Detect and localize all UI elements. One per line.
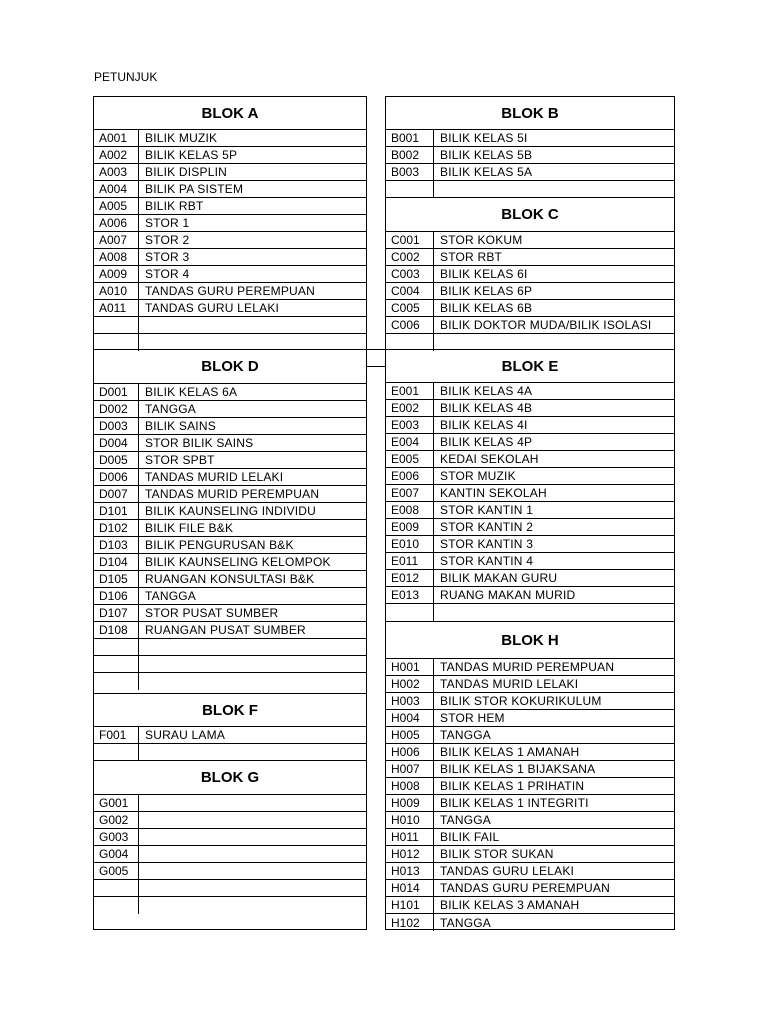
room-code: A011 <box>94 300 139 316</box>
table-row <box>386 468 674 485</box>
room-code: E008 <box>386 502 434 518</box>
room-code: B003 <box>386 164 434 180</box>
room-code: F001 <box>94 727 139 743</box>
table-row <box>386 863 674 880</box>
block-c <box>385 197 675 350</box>
table-row <box>94 452 366 469</box>
block-b-title: BLOK B <box>386 97 674 130</box>
table-row <box>386 829 674 846</box>
table-row <box>386 812 674 829</box>
room-name <box>139 317 145 333</box>
table-row <box>386 897 674 914</box>
room-name: TANDAS GURU LELAKI <box>440 864 575 878</box>
table-row <box>94 605 366 622</box>
room-code: H009 <box>386 795 434 811</box>
room-name <box>139 744 145 761</box>
room-name <box>434 181 440 198</box>
room-code <box>94 317 139 333</box>
table-row <box>386 846 674 863</box>
room-code: E001 <box>386 383 434 399</box>
room-code: E010 <box>386 536 434 552</box>
room-name: BILIK KAUNSELING INDIVIDU <box>145 504 317 518</box>
room-name: KEDAI SEKOLAH <box>440 452 539 466</box>
table-row <box>94 846 366 863</box>
room-code: H001 <box>386 659 434 675</box>
room-code: H010 <box>386 812 434 828</box>
table-row <box>386 536 674 553</box>
table-row <box>386 317 674 334</box>
table-row <box>386 914 674 931</box>
room-code: H006 <box>386 744 434 760</box>
table-row <box>386 266 674 283</box>
room-code <box>94 880 139 896</box>
room-name: STOR 4 <box>145 267 190 281</box>
table-row <box>94 622 366 639</box>
room-code: A009 <box>94 266 139 282</box>
room-name: BILIK KELAS 3 AMANAH <box>440 898 580 912</box>
table-row <box>94 537 366 554</box>
table-row <box>386 130 674 147</box>
table-row <box>94 435 366 452</box>
room-code: E007 <box>386 485 434 501</box>
room-name: TANGGA <box>145 402 196 416</box>
table-row <box>386 147 674 164</box>
table-row <box>386 553 674 570</box>
room-code: A005 <box>94 198 139 214</box>
room-name: BILIK PENGURUSAN B&K <box>145 538 294 552</box>
room-name: BILIK KAUNSELING KELOMPOK <box>145 555 331 569</box>
table-row <box>386 519 674 536</box>
room-name: BILIK KELAS 4B <box>440 401 533 415</box>
room-name: STOR HEM <box>440 711 505 725</box>
room-name <box>139 812 145 828</box>
room-code: H011 <box>386 829 434 845</box>
room-name: TANDAS MURID LELAKI <box>145 470 284 484</box>
spacer-column <box>366 96 386 382</box>
room-code: D002 <box>94 401 139 417</box>
room-name <box>139 846 145 862</box>
room-name: TANDAS MURID LELAKI <box>440 677 579 691</box>
room-code: D006 <box>94 469 139 485</box>
room-name: STOR KANTIN 1 <box>440 503 534 517</box>
block-e-title: BLOK E <box>386 350 674 383</box>
room-name: STOR 3 <box>145 250 190 264</box>
room-code: D003 <box>94 418 139 434</box>
room-name: RUANGAN KONSULTASI B&K <box>145 572 315 586</box>
room-code: A004 <box>94 181 139 197</box>
room-code: D105 <box>94 571 139 587</box>
room-name: TANDAS GURU LELAKI <box>145 301 280 315</box>
room-name: BILIK KELAS 4A <box>440 384 533 398</box>
room-name <box>139 656 145 672</box>
block-h-rows <box>386 659 674 931</box>
room-code: C002 <box>386 249 434 265</box>
table-row <box>386 300 674 317</box>
table-row <box>94 588 366 605</box>
room-name: BILIK KELAS 6B <box>440 301 533 315</box>
table-row <box>386 283 674 300</box>
room-code: A010 <box>94 283 139 299</box>
block-e-rows <box>386 383 674 621</box>
table-row <box>386 880 674 897</box>
table-row <box>94 384 366 401</box>
room-name: BILIK KELAS 1 BIJAKSANA <box>440 762 596 776</box>
table-row <box>94 795 366 812</box>
block-a-rows <box>94 130 366 351</box>
table-row <box>386 164 674 181</box>
block-d <box>93 349 367 694</box>
room-name: STOR MUZIK <box>440 469 516 483</box>
block-f-rows <box>94 727 366 761</box>
room-name: BILIK STOR KOKURIKULUM <box>440 694 602 708</box>
room-name: STOR RBT <box>440 250 503 264</box>
table-row <box>94 744 366 761</box>
table-row <box>386 502 674 519</box>
room-code <box>94 639 139 655</box>
block-g-rows <box>94 795 366 914</box>
room-name: STOR BILIK SAINS <box>145 436 254 450</box>
room-code: H002 <box>386 676 434 692</box>
table-row <box>94 164 366 181</box>
room-code: B002 <box>386 147 434 163</box>
room-name: BILIK KELAS 5B <box>440 148 533 162</box>
room-name: STOR 2 <box>145 233 190 247</box>
table-row <box>386 744 674 761</box>
room-name: BILIK RBT <box>145 199 204 213</box>
room-name: BILIK KELAS 6A <box>145 385 238 399</box>
table-row <box>386 727 674 744</box>
room-code: E011 <box>386 553 434 569</box>
room-name <box>139 795 145 811</box>
room-name <box>434 604 440 621</box>
room-code: D007 <box>94 486 139 502</box>
room-code <box>386 181 434 198</box>
room-name: STOR KANTIN 3 <box>440 537 534 551</box>
room-code: H003 <box>386 693 434 709</box>
table-row <box>94 829 366 846</box>
table-row <box>386 232 674 249</box>
room-name: BILIK KELAS 1 PRIHATIN <box>440 779 585 793</box>
room-code <box>94 656 139 672</box>
room-code: E002 <box>386 400 434 416</box>
room-name: STOR SPBT <box>145 453 215 467</box>
table-row <box>386 451 674 468</box>
table-row <box>386 434 674 451</box>
room-code: E003 <box>386 417 434 433</box>
room-code: H012 <box>386 846 434 862</box>
table-row <box>386 659 674 676</box>
room-code: D005 <box>94 452 139 468</box>
room-code: G004 <box>94 846 139 862</box>
table-row <box>94 554 366 571</box>
room-code: H005 <box>386 727 434 743</box>
room-code: A007 <box>94 232 139 248</box>
block-d-title: BLOK D <box>94 350 366 384</box>
room-code: A002 <box>94 147 139 163</box>
table-row <box>386 587 674 604</box>
table-row <box>386 383 674 400</box>
table-row <box>94 503 366 520</box>
room-code: H004 <box>386 710 434 726</box>
table-row <box>386 693 674 710</box>
table-row <box>94 486 366 503</box>
block-e <box>385 349 675 622</box>
room-name: BILIK SAINS <box>145 419 216 433</box>
block-f <box>93 693 367 761</box>
room-code: G003 <box>94 829 139 845</box>
room-name: BILIK MAKAN GURU <box>440 571 558 585</box>
room-code: C005 <box>386 300 434 316</box>
room-code: E005 <box>386 451 434 467</box>
block-a <box>93 96 367 350</box>
table-row <box>386 710 674 727</box>
room-name: TANDAS MURID PEREMPUAN <box>145 487 320 501</box>
room-code: H101 <box>386 897 434 913</box>
block-c-rows <box>386 232 674 351</box>
room-name: KANTIN SEKOLAH <box>440 486 547 500</box>
block-directory <box>93 96 675 930</box>
table-row <box>94 418 366 435</box>
room-code: E012 <box>386 570 434 586</box>
table-row <box>94 880 366 897</box>
table-row <box>94 812 366 829</box>
room-code: H007 <box>386 761 434 777</box>
table-row <box>94 897 366 914</box>
table-row <box>386 417 674 434</box>
room-name <box>139 829 145 845</box>
room-name: RUANGAN PUSAT SUMBER <box>145 623 306 637</box>
room-code: G001 <box>94 795 139 811</box>
table-row <box>94 283 366 300</box>
table-row <box>94 571 366 588</box>
table-row <box>94 181 366 198</box>
room-name: RUANG MAKAN MURID <box>440 588 576 602</box>
table-row <box>386 400 674 417</box>
room-code: D001 <box>94 384 139 400</box>
table-row <box>94 639 366 656</box>
block-b <box>385 96 675 198</box>
room-code <box>94 744 139 761</box>
room-code <box>386 604 434 621</box>
block-h-title: BLOK H <box>386 622 674 659</box>
block-g-title: BLOK G <box>94 761 366 795</box>
room-name: BILIK KELAS 5P <box>145 148 238 162</box>
room-name: TANGGA <box>440 728 491 742</box>
room-code: D103 <box>94 537 139 553</box>
room-code: B001 <box>386 130 434 146</box>
room-code: H102 <box>386 914 434 931</box>
table-row <box>94 656 366 673</box>
table-row <box>386 795 674 812</box>
table-row <box>386 485 674 502</box>
room-name: BILIK KELAS 4I <box>440 418 528 432</box>
table-row <box>94 673 366 690</box>
table-row <box>94 727 366 744</box>
room-name: STOR PUSAT SUMBER <box>145 606 279 620</box>
room-name <box>139 639 145 655</box>
room-code: G002 <box>94 812 139 828</box>
room-code: C006 <box>386 317 434 333</box>
room-name: BILIK KELAS 1 AMANAH <box>440 745 580 759</box>
block-g <box>93 760 367 930</box>
table-row <box>386 761 674 778</box>
room-code: A001 <box>94 130 139 146</box>
block-c-title: BLOK C <box>386 198 674 232</box>
room-name: BILIK KELAS 5A <box>440 165 533 179</box>
table-row <box>386 778 674 795</box>
room-name: TANGGA <box>145 589 196 603</box>
room-code: G005 <box>94 863 139 879</box>
block-d-rows <box>94 384 366 690</box>
room-code: A006 <box>94 215 139 231</box>
room-name: TANDAS MURID PEREMPUAN <box>440 660 615 674</box>
table-row <box>94 266 366 283</box>
table-row <box>94 215 366 232</box>
room-name: BILIK MUZIK <box>145 131 218 145</box>
room-name: BILIK KELAS 1 INTEGRITI <box>440 796 589 810</box>
table-row <box>386 604 674 621</box>
room-name: TANDAS GURU PEREMPUAN <box>440 881 610 895</box>
document-title: PETUNJUK <box>94 70 158 84</box>
room-name: BILIK FAIL <box>440 830 500 844</box>
room-name: BILIK DISPLIN <box>145 165 227 179</box>
table-row <box>94 147 366 164</box>
room-name: BILIK DOKTOR MUDA/BILIK ISOLASI <box>440 318 652 332</box>
room-code: D108 <box>94 622 139 638</box>
room-name: BILIK STOR SUKAN <box>440 847 554 861</box>
room-code: E006 <box>386 468 434 484</box>
table-row <box>94 401 366 418</box>
room-code: E013 <box>386 587 434 603</box>
room-name: BILIK KELAS 6I <box>440 267 528 281</box>
room-name: STOR 1 <box>145 216 190 230</box>
table-row <box>94 198 366 215</box>
room-code: E004 <box>386 434 434 450</box>
room-name <box>139 673 145 690</box>
room-code: D004 <box>94 435 139 451</box>
room-name: BILIK PA SISTEM <box>145 182 244 196</box>
room-code <box>94 673 139 690</box>
room-code: H008 <box>386 778 434 794</box>
room-name: STOR KANTIN 2 <box>440 520 534 534</box>
room-code: C001 <box>386 232 434 248</box>
room-name: STOR KOKUM <box>440 233 523 247</box>
room-name <box>139 880 145 896</box>
room-name: SURAU LAMA <box>145 728 226 742</box>
room-code: A003 <box>94 164 139 180</box>
block-b-rows <box>386 130 674 198</box>
room-code <box>94 897 139 914</box>
room-name: STOR KANTIN 4 <box>440 554 534 568</box>
room-code: E009 <box>386 519 434 535</box>
table-row <box>94 232 366 249</box>
room-name <box>139 863 145 879</box>
room-name: TANGGA <box>440 915 491 930</box>
room-name <box>139 897 145 914</box>
block-h <box>385 621 675 930</box>
room-code: D101 <box>94 503 139 519</box>
table-row <box>94 249 366 266</box>
table-row <box>94 300 366 317</box>
table-row <box>94 469 366 486</box>
room-code: A008 <box>94 249 139 265</box>
block-f-title: BLOK F <box>94 694 366 727</box>
room-code: D107 <box>94 605 139 621</box>
room-name: TANDAS GURU PEREMPUAN <box>145 284 315 298</box>
table-row <box>386 249 674 266</box>
room-name: TANGGA <box>440 813 491 827</box>
table-row <box>94 863 366 880</box>
block-a-title: BLOK A <box>94 97 366 130</box>
room-code: D104 <box>94 554 139 570</box>
room-name: BILIK FILE B&K <box>145 521 234 535</box>
room-code: D102 <box>94 520 139 536</box>
table-row <box>386 181 674 198</box>
room-name: BILIK KELAS 4P <box>440 435 533 449</box>
room-code: H014 <box>386 880 434 896</box>
table-row <box>386 570 674 587</box>
table-row <box>94 130 366 147</box>
room-code: D106 <box>94 588 139 604</box>
room-code: H013 <box>386 863 434 879</box>
room-code: C004 <box>386 283 434 299</box>
table-row <box>94 317 366 334</box>
table-row <box>94 520 366 537</box>
room-name: BILIK KELAS 5I <box>440 131 528 145</box>
table-row <box>386 676 674 693</box>
room-code: C003 <box>386 266 434 282</box>
room-name: BILIK KELAS 6P <box>440 284 533 298</box>
